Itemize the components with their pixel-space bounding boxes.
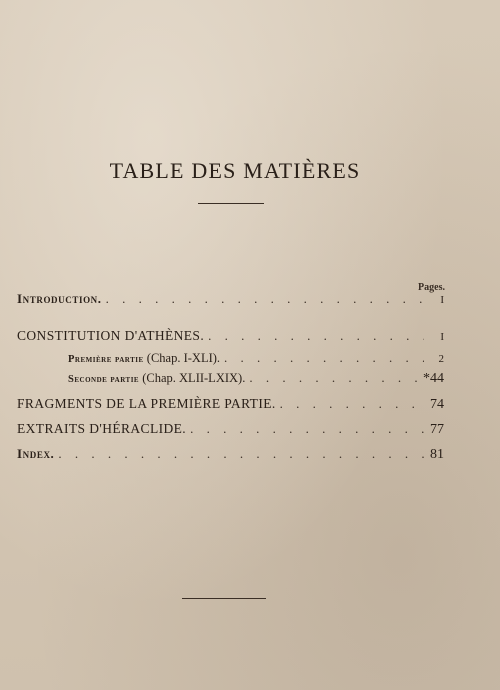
toc-entry-label-rest: (Chap. XLII-LXIX). [142,371,246,385]
toc-subentry-premiere-partie [68,350,444,366]
toc-entry-index [17,446,444,463]
toc-entry-page: I [440,331,444,343]
title-divider [198,203,264,204]
leader-dots [186,421,424,437]
toc-entry-fragments [17,396,444,413]
toc-entry-label: Introduction. [17,291,102,306]
toc-entry-label [68,351,220,366]
leader-dots [276,396,424,412]
toc-entry-page: 77 [430,422,444,437]
toc-entry-page: 2 [438,353,444,365]
leader-dots [204,328,424,344]
leader-dots [54,446,424,462]
toc-entry-constitution [17,328,444,344]
page-title: TABLE DES MATIÈRES [109,158,361,183]
toc-entry-page: I [440,294,444,306]
toc-entry-page: *44 [423,371,444,386]
toc-entry-page: 81 [430,447,444,462]
leader-dots [102,291,424,307]
toc-entry-introduction [17,291,444,307]
toc-entry-label: Index. [17,446,55,461]
toc-entry-label [68,371,245,386]
leader-dots [220,350,424,366]
leader-dots [245,370,423,386]
toc-entry-label: FRAGMENTS DE LA PREMIÈRE PARTIE. [17,396,276,411]
toc-entry-extraits [17,421,444,438]
toc-entry-page: 74 [430,397,444,412]
toc-entry-label-rest: (Chap. I-XLI). [146,351,221,365]
toc-entry-label: EXTRAITS D'HÉRACLIDE. [17,421,187,436]
toc-entry-label: CONSTITUTION D'ATHÈNES. [17,328,205,343]
toc-entry-label-smallcaps: Première partie [68,354,144,365]
toc-entry-label-smallcaps: Seconde partie [68,374,140,385]
toc-subentry-seconde-partie [68,370,444,387]
bottom-divider [182,598,266,599]
pages-column-label: Pages. [418,282,445,293]
